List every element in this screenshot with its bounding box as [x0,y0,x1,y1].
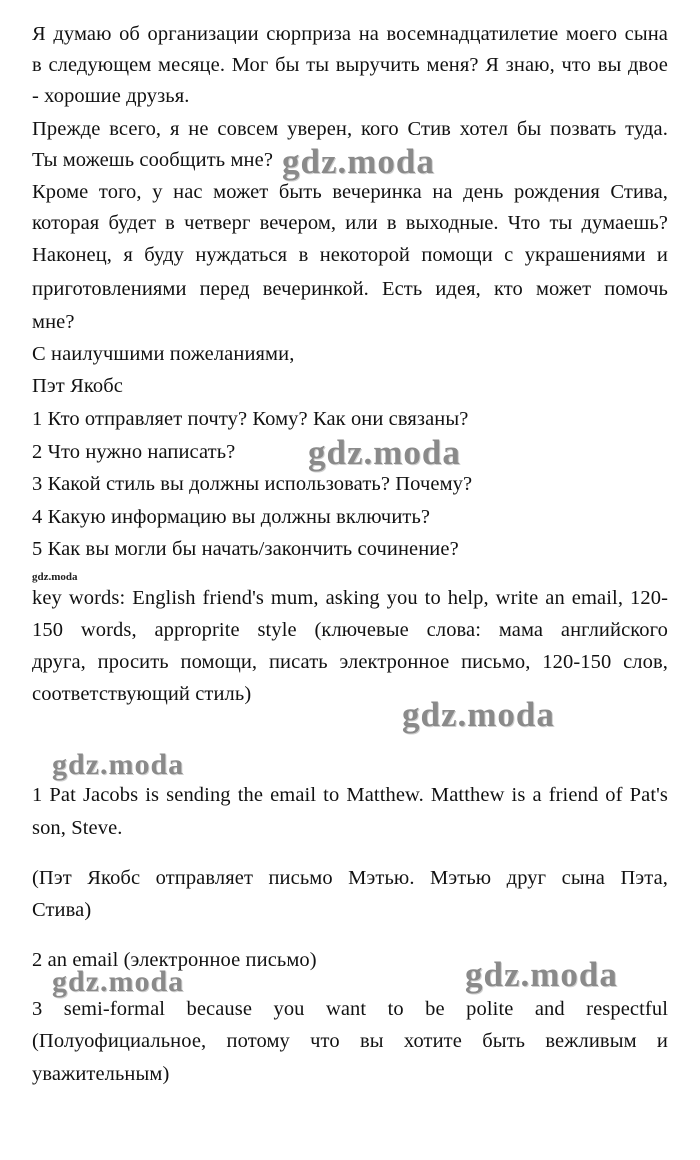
answer-1-line-2: son, Steve. [32,817,123,839]
question-4: 4 Какую информацию вы должны включить? [32,506,431,528]
key-words-line-3: друга, просить помощи, писать электронное письмо, 120-150 слов, [32,651,668,673]
watermark-6: gdz.moda [465,955,618,994]
answer-3-line-2: (Полуофициальное, потому что вы хотите быть вежливым и [32,1030,668,1052]
question-1: 1 Кто отправляет почту? Кому? Как они связаны? [32,408,469,430]
answer-1-line-1: 1 Pat Jacobs is sending the email to Matthew. Matthew is a friend of Pat's [32,784,668,806]
watermark-1: gdz.moda [282,142,435,181]
question-3: 3 Какой стиль вы должны использовать? Почему? [32,473,473,495]
answer-2: 2 an email (электронное письмо) [32,949,317,971]
letter-line-8: Наконец, я буду нуждаться в некоторой помощи с украшениями и [32,244,668,266]
letter-line-7: которая будет в четверг вечером, или в выходные. Что ты думаешь? [32,212,668,234]
letter-line-4: Прежде всего, я не совсем уверен, кого Стив хотел бы позвать туда. [32,118,668,140]
key-words-line-1: key words: English friend's mum, asking you to help, write an email, 120- [32,587,668,609]
letter-line-10: мне? [32,311,75,333]
letter-line-3: - хорошие друзья. [32,85,190,107]
small-watermark-label: gdz.moda [32,571,78,583]
answer-1-ru-line-2: Стива) [32,899,92,921]
watermark-4: gdz.moda [52,748,185,781]
question-2: 2 Что нужно написать? [32,441,236,463]
key-words-line-2: 150 words, approprite style (ключевые слова: мама английского [32,619,668,641]
letter-closing: С наилучшими пожеланиями, [32,343,295,365]
answer-1-ru-line-1: (Пэт Якобс отправляет письмо Мэтью. Мэтью друг сына Пэта, [32,867,668,889]
question-5: 5 Как вы могли бы начать/закончить сочинение? [32,538,459,560]
letter-line-6: Кроме того, у нас может быть вечеринка на день рождения Стива, [32,181,668,203]
watermark-2: gdz.moda [308,433,461,472]
letter-signature: Пэт Якобс [32,375,123,397]
watermark-3: gdz.moda [402,695,555,734]
letter-line-1: Я думаю об организации сюрприза на восемнадцатилетие моего сына [32,23,668,45]
key-words-line-4: соответствующий стиль) [32,683,252,705]
watermark-5: gdz.moda [52,965,185,998]
letter-line-9: приготовлениями перед вечеринкой. Есть идея, кто может помочь [32,278,668,300]
answer-3-line-3: уважительным) [32,1063,170,1085]
letter-line-5: Ты можешь сообщить мне? [32,149,274,171]
letter-line-2: в следующем месяце. Мог бы ты выручить меня? Я знаю, что вы двое [32,54,668,76]
answer-3-line-1: 3 semi-formal because you want to be polite and respectful [32,998,668,1020]
